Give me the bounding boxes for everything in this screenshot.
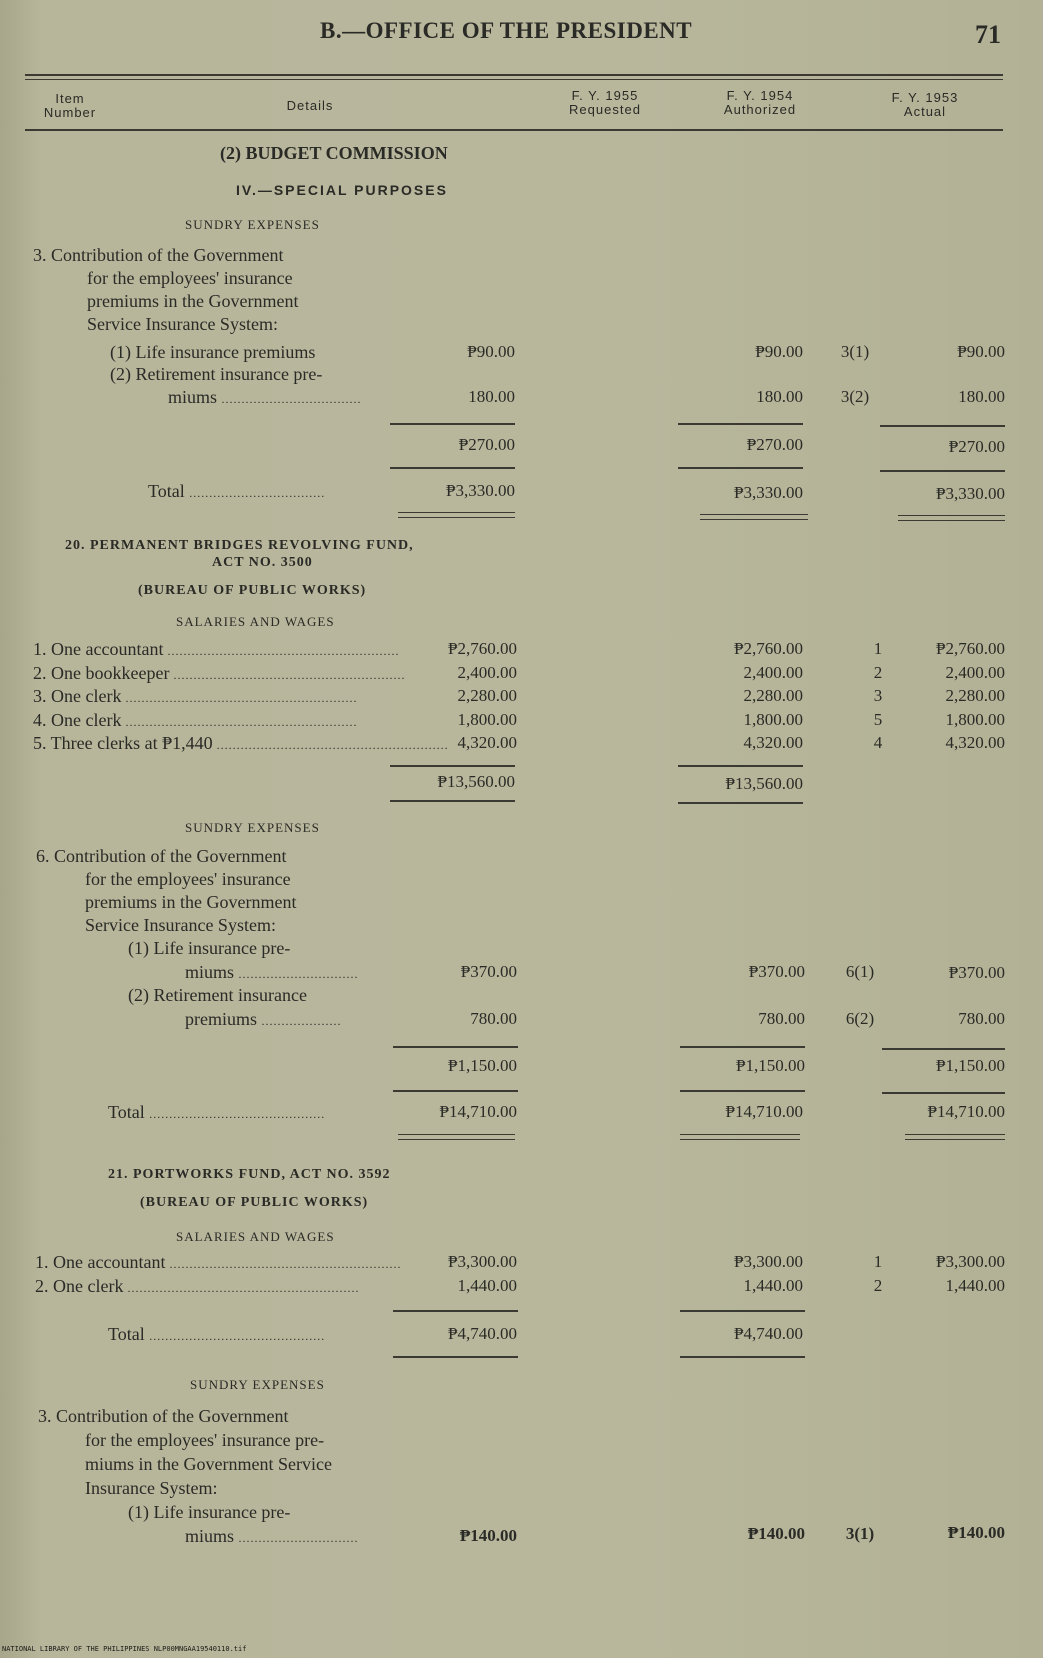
s1-total-label-text: Total xyxy=(148,481,185,501)
col-fy1954-line2: Authorized xyxy=(723,102,797,117)
rule xyxy=(393,1310,518,1312)
retirement-label-2: miums ................................... xyxy=(168,387,362,407)
row-label: 2. One clerk .......................................................... xyxy=(35,1276,360,1296)
rule xyxy=(882,1092,1005,1094)
section-21-bureau: (BUREAU OF PUBLIC WORKS) xyxy=(140,1195,369,1210)
s3-life-label-1: (1) Life insurance pre- xyxy=(128,1502,291,1522)
s3-life-ref: 3(1) xyxy=(845,1524,875,1543)
heading-sundry-expenses: SUNDRY EXPENSES xyxy=(185,217,320,232)
s2-ret-1954: 780.00 xyxy=(758,1009,805,1028)
section-special-purposes: IV.—SPECIAL PURPOSES xyxy=(236,182,448,198)
section-21-title: 21. PORTWORKS FUND, ACT NO. 3592 xyxy=(108,1167,391,1182)
heading-sundry-expenses-2: SUNDRY EXPENSES xyxy=(185,820,320,835)
s2-life-label-2-text: miums xyxy=(185,962,235,982)
col-details: Details xyxy=(286,98,334,113)
s2-subtotal-1955: ₱1,150.00 xyxy=(448,1056,517,1075)
row-value-1955: 2,280.00 xyxy=(457,686,517,705)
s1-life-ref: 3(1) xyxy=(840,342,870,361)
col-item-line2: Number xyxy=(43,105,97,120)
row-ref: 5 xyxy=(873,709,883,729)
row-value-1954: 2,400.00 xyxy=(743,662,803,682)
s2-life-label-2: miums .............................. xyxy=(185,962,359,982)
row-ref: 1 xyxy=(873,1252,883,1271)
s3-life-label-2-text: miums xyxy=(185,1526,235,1546)
item3-line4: Service Insurance System: xyxy=(87,314,278,334)
s2-ret-label-2: premiums .................... xyxy=(185,1009,342,1029)
s2-salary-total-1955: ₱13,560.00 xyxy=(437,772,515,791)
row-label: 2. One bookkeeper .......................................................... xyxy=(33,662,406,683)
s2-total-label-text: Total xyxy=(108,1102,145,1122)
s2-salary-total-1954: ₱13,560.00 xyxy=(725,774,803,793)
s1-ret-1953: 180.00 xyxy=(958,387,1005,406)
s2-life-1954: ₱370.00 xyxy=(748,962,805,981)
row-value-1955: ₱3,300.00 xyxy=(448,1252,517,1271)
row-value-1953: 2,280.00 xyxy=(945,686,1005,705)
s1-ret-ref: 3(2) xyxy=(840,387,870,406)
s2-ret-label-2-text: premiums xyxy=(185,1009,257,1029)
s3-total-1954: ₱4,740.00 xyxy=(734,1324,803,1343)
s2-life-label-1: (1) Life insurance pre- xyxy=(128,938,291,958)
row-value-1954: ₱3,300.00 xyxy=(734,1252,803,1271)
row-ref: 2 xyxy=(873,662,883,682)
rule xyxy=(678,765,803,767)
col-fy1955 xyxy=(545,89,665,117)
rule xyxy=(678,467,803,469)
page-title: B.—OFFICE OF THE PRESIDENT xyxy=(320,18,693,43)
s2-ret-1955: 780.00 xyxy=(470,1009,517,1028)
s2-total-label: Total ............................................ xyxy=(108,1102,326,1122)
s1-subtotal-1955: ₱270.00 xyxy=(458,435,515,454)
s2-total-1955: ₱14,710.00 xyxy=(439,1102,517,1121)
life-premiums-label: (1) Life insurance premiums xyxy=(110,342,316,362)
s2-ret-ref: 6(2) xyxy=(845,1009,875,1028)
rule xyxy=(390,800,515,802)
col-fy1953-line1: F. Y. 1953 xyxy=(891,90,959,105)
row-label: 4. One clerk .......................................................... xyxy=(33,709,358,730)
col-fy1953 xyxy=(860,91,990,119)
s1-ret-1954: 180.00 xyxy=(756,387,803,406)
row-label: 1. One accountant .......................................................... xyxy=(33,639,400,659)
rule xyxy=(390,467,515,469)
s3-total-label-text: Total xyxy=(108,1324,145,1344)
s1-ret-1955: 180.00 xyxy=(468,387,515,406)
row-value-1954: 1,800.00 xyxy=(743,709,803,729)
rule xyxy=(880,425,1005,427)
rule xyxy=(393,1046,518,1048)
s2-total-1953: ₱14,710.00 xyxy=(927,1102,1005,1121)
row-value-1954: 1,440.00 xyxy=(743,1276,803,1295)
header-rule-top-2 xyxy=(25,79,1003,80)
item6-line3: premiums in the Government xyxy=(85,892,297,912)
double-rule xyxy=(898,515,1005,521)
heading-salaries-wages-2: SALARIES AND WAGES xyxy=(176,1229,335,1244)
row-value-1953: ₱3,300.00 xyxy=(936,1252,1005,1271)
rule xyxy=(393,1090,518,1092)
s1-life-1955: ₱90.00 xyxy=(467,342,515,361)
s3-item3-line3: miums in the Government Service xyxy=(85,1454,332,1474)
rule xyxy=(393,1356,518,1358)
rule xyxy=(680,1090,805,1092)
rule xyxy=(678,423,803,425)
row-label: 1. One accountant .......................................................... xyxy=(35,1252,402,1272)
col-fy1954-line1: F. Y. 1954 xyxy=(726,88,794,103)
row-value-1955: 4,320.00 xyxy=(457,733,517,752)
s3-life-1955: ₱140.00 xyxy=(459,1526,517,1545)
row-value-1954: 2,280.00 xyxy=(743,686,803,705)
s1-life-1954: ₱90.00 xyxy=(755,342,803,361)
section-20-title-2: ACT NO. 3500 xyxy=(212,555,313,570)
row-value-1955: 2,400.00 xyxy=(457,662,517,682)
s1-subtotal-1953: ₱270.00 xyxy=(948,437,1005,456)
s2-life-1953: ₱370.00 xyxy=(948,963,1005,982)
s3-life-1954: ₱140.00 xyxy=(747,1524,805,1543)
double-rule xyxy=(700,514,808,520)
s1-total-1955: ₱3,330.00 xyxy=(446,481,515,500)
col-fy1955-line2: Requested xyxy=(569,102,641,117)
row-label-text: 1. One accountant xyxy=(33,639,164,659)
item6-line1: 6. Contribution of the Government xyxy=(36,846,287,866)
rule xyxy=(680,1356,805,1358)
item3-line2: for the employees' insurance xyxy=(87,268,293,288)
double-rule xyxy=(398,512,515,518)
row-value-1955: 1,440.00 xyxy=(457,1276,517,1295)
row-value-1953: 2,400.00 xyxy=(945,662,1005,682)
rule xyxy=(390,423,515,425)
row-ref: 2 xyxy=(873,1276,883,1295)
s1-total-1954: ₱3,330.00 xyxy=(734,483,803,502)
double-rule xyxy=(905,1134,1005,1140)
double-rule xyxy=(398,1134,515,1140)
row-value-1953: ₱2,760.00 xyxy=(936,639,1005,658)
rule xyxy=(390,765,515,767)
rule xyxy=(678,802,803,804)
s3-item3-line1: 3. Contribution of the Government xyxy=(38,1406,289,1426)
row-label-text: 5. Three clerks at ₱1,440 xyxy=(33,733,213,753)
rule xyxy=(882,1048,1005,1050)
item3-line3: premiums in the Government xyxy=(87,291,299,311)
col-fy1953-line2: Actual xyxy=(903,104,947,119)
s3-life-label-2: miums .............................. xyxy=(185,1526,359,1546)
s3-item3-line2: for the employees' insurance pre- xyxy=(85,1430,325,1450)
s2-subtotal-1954: ₱1,150.00 xyxy=(736,1056,805,1075)
rule xyxy=(680,1046,805,1048)
item6-line4: Service Insurance System: xyxy=(85,915,276,935)
double-rule xyxy=(680,1134,800,1140)
row-ref: 4 xyxy=(873,733,883,752)
row-label-text: 4. One clerk xyxy=(33,709,122,730)
col-item-line1: Item xyxy=(55,91,85,106)
row-label: 5. Three clerks at ₱1,440 .......................................................... xyxy=(33,733,449,753)
header-rule-bottom xyxy=(25,129,1003,131)
row-label-text: 3. One clerk xyxy=(33,686,122,706)
s3-life-1953: ₱140.00 xyxy=(947,1523,1005,1542)
row-label: 3. One clerk .......................................................... xyxy=(33,686,358,706)
section-20-title-1: 20. PERMANENT BRIDGES REVOLVING FUND, xyxy=(65,538,414,553)
s2-subtotal-1953: ₱1,150.00 xyxy=(936,1056,1005,1075)
heading-salaries-wages: SALARIES AND WAGES xyxy=(176,614,335,629)
s1-life-1953: ₱90.00 xyxy=(957,342,1005,361)
retirement-label-2-text: miums xyxy=(168,387,218,407)
row-value-1955: ₱2,760.00 xyxy=(448,639,517,658)
s3-total-label: Total ............................................ xyxy=(108,1324,326,1344)
row-label-text: 2. One bookkeeper xyxy=(33,662,170,683)
row-value-1953: 1,800.00 xyxy=(945,709,1005,729)
row-value-1953: 4,320.00 xyxy=(945,733,1005,752)
row-value-1954: ₱2,760.00 xyxy=(734,639,803,658)
s2-total-1954: ₱14,710.00 xyxy=(725,1102,803,1121)
row-ref: 1 xyxy=(873,639,883,658)
retirement-label-1: (2) Retirement insurance pre- xyxy=(110,364,323,384)
row-value-1953: 1,440.00 xyxy=(945,1276,1005,1295)
rule xyxy=(880,470,1005,472)
s2-ret-label-1: (2) Retirement insurance xyxy=(128,985,307,1005)
s1-total-label: Total .................................. xyxy=(148,481,326,501)
heading-sundry-expenses-3: SUNDRY EXPENSES xyxy=(190,1377,325,1392)
item6-line2: for the employees' insurance xyxy=(85,869,291,889)
row-value-1954: 4,320.00 xyxy=(743,733,803,752)
row-ref: 3 xyxy=(873,686,883,705)
s2-life-ref: 6(1) xyxy=(845,962,875,981)
rule xyxy=(680,1310,805,1312)
header-rule-top xyxy=(25,74,1003,76)
page-number: 71 xyxy=(975,20,1001,49)
footer-archive-label: NATIONAL LIBRARY OF THE PHILIPPINES NLP00MNGAA19540110.tif xyxy=(2,1645,247,1653)
col-item-number xyxy=(30,92,110,120)
s1-subtotal-1954: ₱270.00 xyxy=(746,435,803,454)
s1-total-1953: ₱3,330.00 xyxy=(936,484,1005,503)
s3-total-1955: ₱4,740.00 xyxy=(448,1324,517,1343)
section-20-bureau: (BUREAU OF PUBLIC WORKS) xyxy=(138,583,367,598)
row-value-1955: 1,800.00 xyxy=(457,709,517,729)
item3-line1: 3. Contribution of the Government xyxy=(33,245,284,265)
section-budget-commission: (2) BUDGET COMMISSION xyxy=(220,143,448,163)
s2-life-1955: ₱370.00 xyxy=(460,962,517,981)
row-label-text: 1. One accountant xyxy=(35,1252,166,1272)
row-label-text: 2. One clerk xyxy=(35,1276,124,1296)
s3-item3-line4: Insurance System: xyxy=(85,1478,218,1498)
s2-ret-1953: 780.00 xyxy=(958,1009,1005,1028)
col-fy1955-line1: F. Y. 1955 xyxy=(571,88,639,103)
col-fy1954 xyxy=(695,89,825,117)
